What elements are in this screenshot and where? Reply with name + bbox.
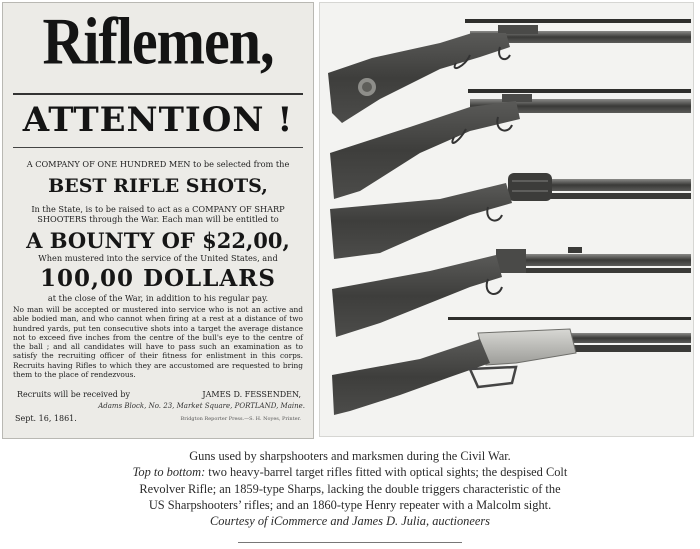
caption-italic-lead: Top to bottom:: [132, 465, 206, 480]
photo-caption: [60, 448, 640, 529]
poster-printer: Bridgton Reporter Press.—S. H. Noyes, Printer.: [180, 416, 301, 422]
caption-rule: [238, 542, 462, 543]
poster-subtitle: ATTENTION !: [22, 100, 294, 140]
poster-line: at the close of the War, in addition to his regular pay.: [47, 293, 269, 303]
caption-line: [60, 464, 640, 480]
poster-body-text: No man will be accepted or mustered into service who is not an active and able bodied man, and who cannot when firing at a rest at a distance of two hundred yards, put ten consecutive shots into a target the average distance not to exceed five inches from the centre of the bull's eye to the centre of the ball ; and all candidates will have to pass such an examination as to satisfy the recruiting officer of their fitness for enlistment in this corps. Recruits having Rifles to which they are accustomed are requested to bring them to the place of rendezvous.: [13, 305, 303, 380]
poster-address: Adams Block, No. 23, Market Square, PORTLAND, Maine.: [98, 402, 305, 410]
colt-revolver-rifle: [330, 173, 691, 259]
poster-signer: JAMES D. FESSENDEN,: [202, 390, 301, 399]
poster-line: When mustered into the service of the United States, and: [38, 253, 278, 263]
poster-dollars: 100,00 DOLLARS: [40, 265, 276, 292]
caption-line: US Sharpshooters’ rifles; and an 1860-type Henry repeater with a Malcolm sight.: [148, 497, 552, 512]
poster-best-rifle-shots: BEST RIFLE SHOTS,: [48, 175, 268, 197]
henry-1860-rifle: [332, 317, 691, 415]
poster-rule: [13, 147, 303, 148]
caption-credit: Courtesy of iCommerce and James D. Julia, auctioneers: [210, 514, 490, 529]
poster-line: A COMPANY OF ONE HUNDRED MEN to be selected from the: [26, 159, 290, 169]
rifles-photo: [319, 2, 694, 437]
rifles-illustration: [320, 3, 693, 436]
poster-line: SHOOTERS through the War. Each man will be entitled to: [37, 214, 279, 224]
caption-line: Revolver Rifle; an 1859-type Sharps, lacking the double triggers characteristic of the: [139, 481, 561, 496]
poster-rule: [13, 93, 303, 95]
caption-text: two heavy-barrel target rifles fitted with optical sights; the despised Colt: [205, 465, 568, 480]
sharps-1859-rifle: [332, 247, 691, 337]
poster-signature-row: [17, 390, 301, 399]
poster-bounty: A BOUNTY OF $22,00,: [26, 228, 290, 253]
poster-title: Riflemen,: [42, 3, 274, 79]
poster-received-by: Recruits will be received by: [17, 390, 130, 399]
poster-date: Sept. 16, 1861.: [15, 414, 77, 423]
caption-line: Guns used by sharpshooters and marksmen during the Civil War.: [189, 449, 511, 463]
poster-line: In the State, is to be raised to act as a COMPANY OF SHARP: [31, 204, 285, 214]
recruitment-poster: [2, 2, 314, 439]
